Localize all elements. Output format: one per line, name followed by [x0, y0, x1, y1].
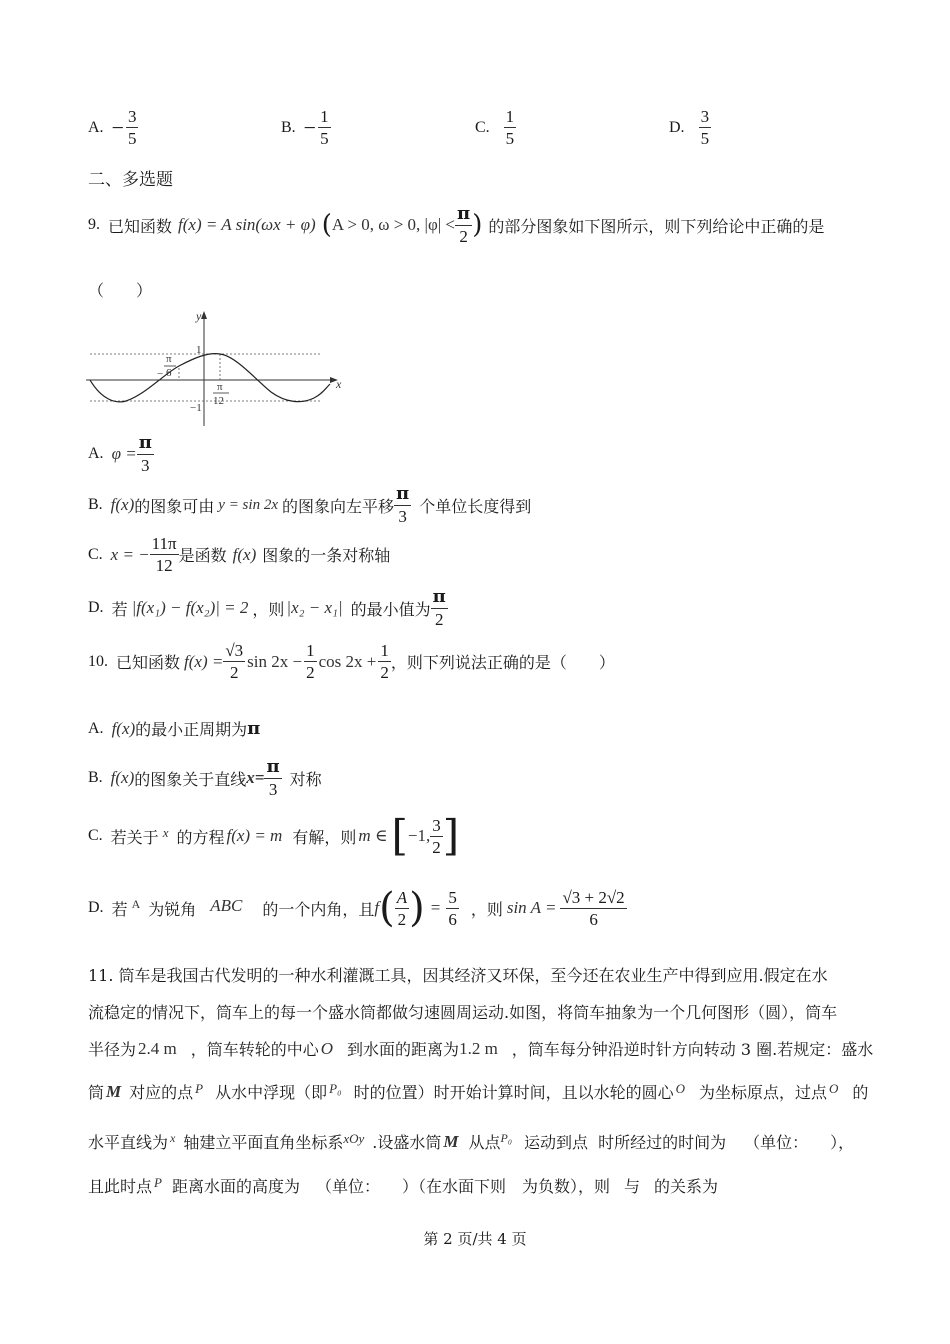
option-label: D.	[88, 899, 104, 916]
formula: x	[162, 825, 169, 840]
q10-option-b	[88, 758, 322, 798]
formula: x=	[246, 768, 265, 787]
q11-text: ，筒车转轮的中心	[190, 1040, 319, 1059]
q11-text: ，筒车每分钟沿逆时针方向转动 3 圈.若规定：盛水	[511, 1040, 874, 1059]
section-title: 二、多选题	[88, 170, 173, 190]
option-text: 的最小值为	[350, 599, 431, 619]
option-label: B.	[88, 496, 103, 513]
formula: f	[374, 898, 380, 917]
tick-one: 1	[196, 344, 202, 356]
bracket-left: [	[391, 811, 408, 860]
formula: f(x)	[110, 768, 135, 787]
q11-text: 从点	[468, 1133, 501, 1152]
paren-left: (	[379, 885, 395, 931]
option-label: C.	[475, 118, 490, 136]
formula: P₀	[329, 1080, 342, 1096]
fraction: $\frac{1}{2}$	[306, 641, 315, 682]
q11-text: 时的位置）时开始计算时间，且以水轮的圆心	[353, 1083, 674, 1102]
fraction: $\frac{\pi}{3}$	[266, 756, 280, 799]
q11-line-5	[88, 1130, 854, 1153]
formula: O	[675, 1080, 685, 1096]
fraction: $\frac{11\pi}{12}$	[151, 534, 177, 575]
paren-left: (	[321, 210, 332, 240]
option-text: 个单位长度得到	[419, 496, 532, 516]
fraction: $\frac{1}{2}$	[380, 641, 389, 682]
q8-option-c	[475, 108, 516, 147]
option-text: 的一个内角，且	[262, 899, 375, 919]
q11-text: （单位：	[744, 1133, 809, 1152]
stem-text: 已知函数	[116, 653, 181, 672]
pi-symbol: π	[247, 718, 261, 739]
formula: −1,	[407, 826, 431, 845]
formula: f(x)	[110, 495, 135, 514]
formula: P₀	[500, 1131, 513, 1145]
condition: A > 0, ω > 0, |φ| <	[331, 215, 456, 234]
sine-curve	[90, 354, 330, 402]
option-label: C.	[88, 545, 103, 563]
fraction: $\frac{√3}{2}$	[225, 641, 244, 682]
q8-option-d	[669, 108, 711, 147]
formula: 2.4 m	[138, 1038, 177, 1058]
q11-text: （单位：	[315, 1177, 380, 1196]
option-text: 是函数	[178, 546, 227, 565]
formula: O	[829, 1080, 839, 1096]
fraction: $\frac{√3 + 2√2}{6}$	[562, 887, 625, 929]
sine-graph	[86, 308, 346, 430]
paren-right: )	[472, 210, 483, 240]
x-axis-label: x	[336, 377, 342, 391]
option-text: 有解，则	[292, 827, 357, 847]
q11-text: 与	[624, 1177, 641, 1196]
option-text: 的方程	[176, 827, 225, 847]
question-number: 9.	[88, 216, 100, 233]
option-label: D.	[88, 599, 104, 616]
q9-option-d	[88, 588, 448, 628]
q11-text: 且此时点	[88, 1177, 153, 1196]
q11-text: 半径为	[88, 1040, 137, 1059]
option-label: D.	[669, 118, 685, 136]
option-label: A.	[88, 118, 104, 136]
fraction: $\frac{\pi}{2}$	[457, 203, 471, 246]
y-axis-label: y	[196, 309, 202, 323]
q10-option-c	[88, 811, 460, 860]
q11-line-3	[88, 1037, 873, 1060]
fraction: $\frac{1}{5}$	[320, 107, 329, 148]
fraction: $\frac{3}{5}$	[700, 107, 710, 148]
formula: xOy	[343, 1130, 365, 1146]
formula: f(x) =	[184, 651, 224, 671]
tick-right-num: π	[217, 381, 223, 393]
formula: m ∈	[358, 826, 388, 845]
formula: x	[170, 1131, 176, 1145]
q11-text: 对应的点	[129, 1083, 194, 1102]
formula: P	[154, 1174, 162, 1190]
option-text: 对称	[289, 769, 322, 789]
q11-line-1: 11. 筒车是我国古代发明的一种水利灌溉工具，因其经济又环保，至今还在农业生产中得到应用.假定在水	[88, 966, 828, 985]
q8-option-a	[88, 108, 138, 147]
option-label: A.	[88, 719, 104, 737]
formula: x = −	[110, 544, 150, 564]
formula: f(x)	[232, 544, 257, 564]
q11-text: 的	[852, 1083, 869, 1102]
formula: P	[195, 1080, 204, 1096]
formula: cos 2x +	[318, 651, 377, 671]
q11-text: ）（在水面下则	[402, 1177, 507, 1196]
option-text: 若关于	[110, 827, 159, 847]
q11-line-2: 流稳定的情况下，筒车上的每一个盛水筒都做匀速圆周运动.如图，将筒车抽象为一个几何图形（圆），筒车	[88, 1003, 838, 1022]
stem-text: 的部分图象如下图所示，则下列给论中正确的是	[488, 216, 825, 236]
question-number: 10.	[88, 652, 108, 670]
formula: ABC	[210, 896, 243, 915]
formula: |x₂ − x₁|	[286, 598, 343, 617]
option-text: 图象的一条对称轴	[262, 546, 391, 565]
q10-stem	[88, 642, 615, 681]
tick-right-den: 12	[213, 395, 224, 407]
formula: =	[430, 898, 441, 917]
fraction: $\frac{3}{2}$	[432, 815, 441, 857]
paren-right: )	[409, 885, 425, 931]
fraction: $\frac{\pi}{2}$	[432, 586, 446, 629]
y-axis-arrow	[201, 311, 207, 319]
q11-text: 筒	[88, 1083, 105, 1102]
formula: O	[320, 1038, 334, 1058]
option-label: B.	[88, 769, 103, 786]
minus-sign: −	[303, 114, 317, 140]
q10-option-d	[88, 885, 627, 931]
q9-option-b	[88, 485, 531, 525]
formula: M	[106, 1081, 122, 1101]
option-text: 的图象关于直线	[134, 769, 247, 789]
q11-text: .设盛水筒	[372, 1133, 442, 1152]
fraction: $\frac{3}{5}$	[127, 107, 137, 148]
option-text: 的最小正周期为	[135, 720, 248, 739]
stem-text: ，则下列说法正确的是（ ）	[390, 653, 615, 672]
option-text: ，则	[470, 899, 503, 919]
option-label: C.	[88, 827, 103, 844]
tick-left-den: 6	[166, 367, 172, 379]
q9-option-a	[88, 434, 154, 474]
option-text: 若	[111, 599, 128, 619]
fraction: $\frac{\pi}{3}$	[396, 483, 410, 526]
option-label: B.	[281, 118, 296, 136]
tick-left-num: π	[166, 353, 172, 365]
option-text: ，则	[252, 599, 285, 619]
q10-option-a	[88, 717, 260, 740]
q9-option-c	[88, 535, 390, 574]
fraction: $\frac{A}{2}$	[396, 887, 408, 929]
q11-text: ），	[830, 1133, 855, 1152]
formula: y = sin 2x	[218, 496, 278, 513]
q11-text: 水平直线为	[88, 1133, 169, 1152]
tick-left-sign: −	[157, 368, 164, 380]
option-text: 的图象向左平移	[281, 496, 394, 516]
option-text: 的图象可由	[134, 496, 215, 516]
q11-text: 轴建立平面直角坐标系	[183, 1133, 344, 1152]
fraction: $\frac{\pi}{3}$	[138, 432, 152, 475]
minus-sign: −	[111, 114, 124, 140]
option-text: 若	[111, 899, 128, 919]
formula: A	[131, 896, 141, 911]
formula: φ =	[111, 444, 137, 463]
q11-text: 为坐标原点，过点	[699, 1083, 828, 1102]
q11-text: 的关系为	[654, 1177, 719, 1196]
formula: M	[443, 1131, 459, 1151]
q11-text: 从水中浮现（即	[215, 1083, 328, 1102]
q11-text: 时所经过的时间为	[598, 1133, 727, 1152]
fraction: $\frac{1}{5}$	[505, 107, 515, 148]
q9-stem	[88, 205, 824, 245]
option-text: 为锐角	[148, 899, 197, 919]
formula: sin 2x −	[247, 651, 303, 671]
q11-text: 距离水面的高度为	[171, 1177, 300, 1196]
answer-blank: （ ）	[88, 281, 153, 300]
formula: 1.2 m	[459, 1038, 498, 1058]
formula: f(x) = m	[226, 826, 283, 845]
formula: sin A =	[506, 898, 557, 917]
option-label: A.	[88, 445, 104, 462]
q11-text: 运动到点	[524, 1133, 589, 1152]
stem-text: 已知函数	[108, 216, 173, 236]
q11-line-6	[88, 1174, 718, 1197]
q8-option-b	[281, 108, 331, 147]
q11-text: 到水面的距离为	[347, 1040, 460, 1059]
formula: |f(x₁) − f(x₂)| = 2	[131, 598, 249, 617]
bracket-right: ]	[442, 811, 460, 860]
page-footer: 第 2 页/共 4 页	[423, 1230, 527, 1248]
q11-line-4	[88, 1080, 868, 1103]
formula: f(x) = A sin(ωx + φ)	[178, 215, 316, 234]
formula: f(x)	[111, 718, 136, 738]
q11-text: 为负数），则	[522, 1177, 611, 1196]
tick-neg-one: −1	[190, 402, 202, 414]
fraction: $\frac{5}{6}$	[448, 887, 457, 929]
